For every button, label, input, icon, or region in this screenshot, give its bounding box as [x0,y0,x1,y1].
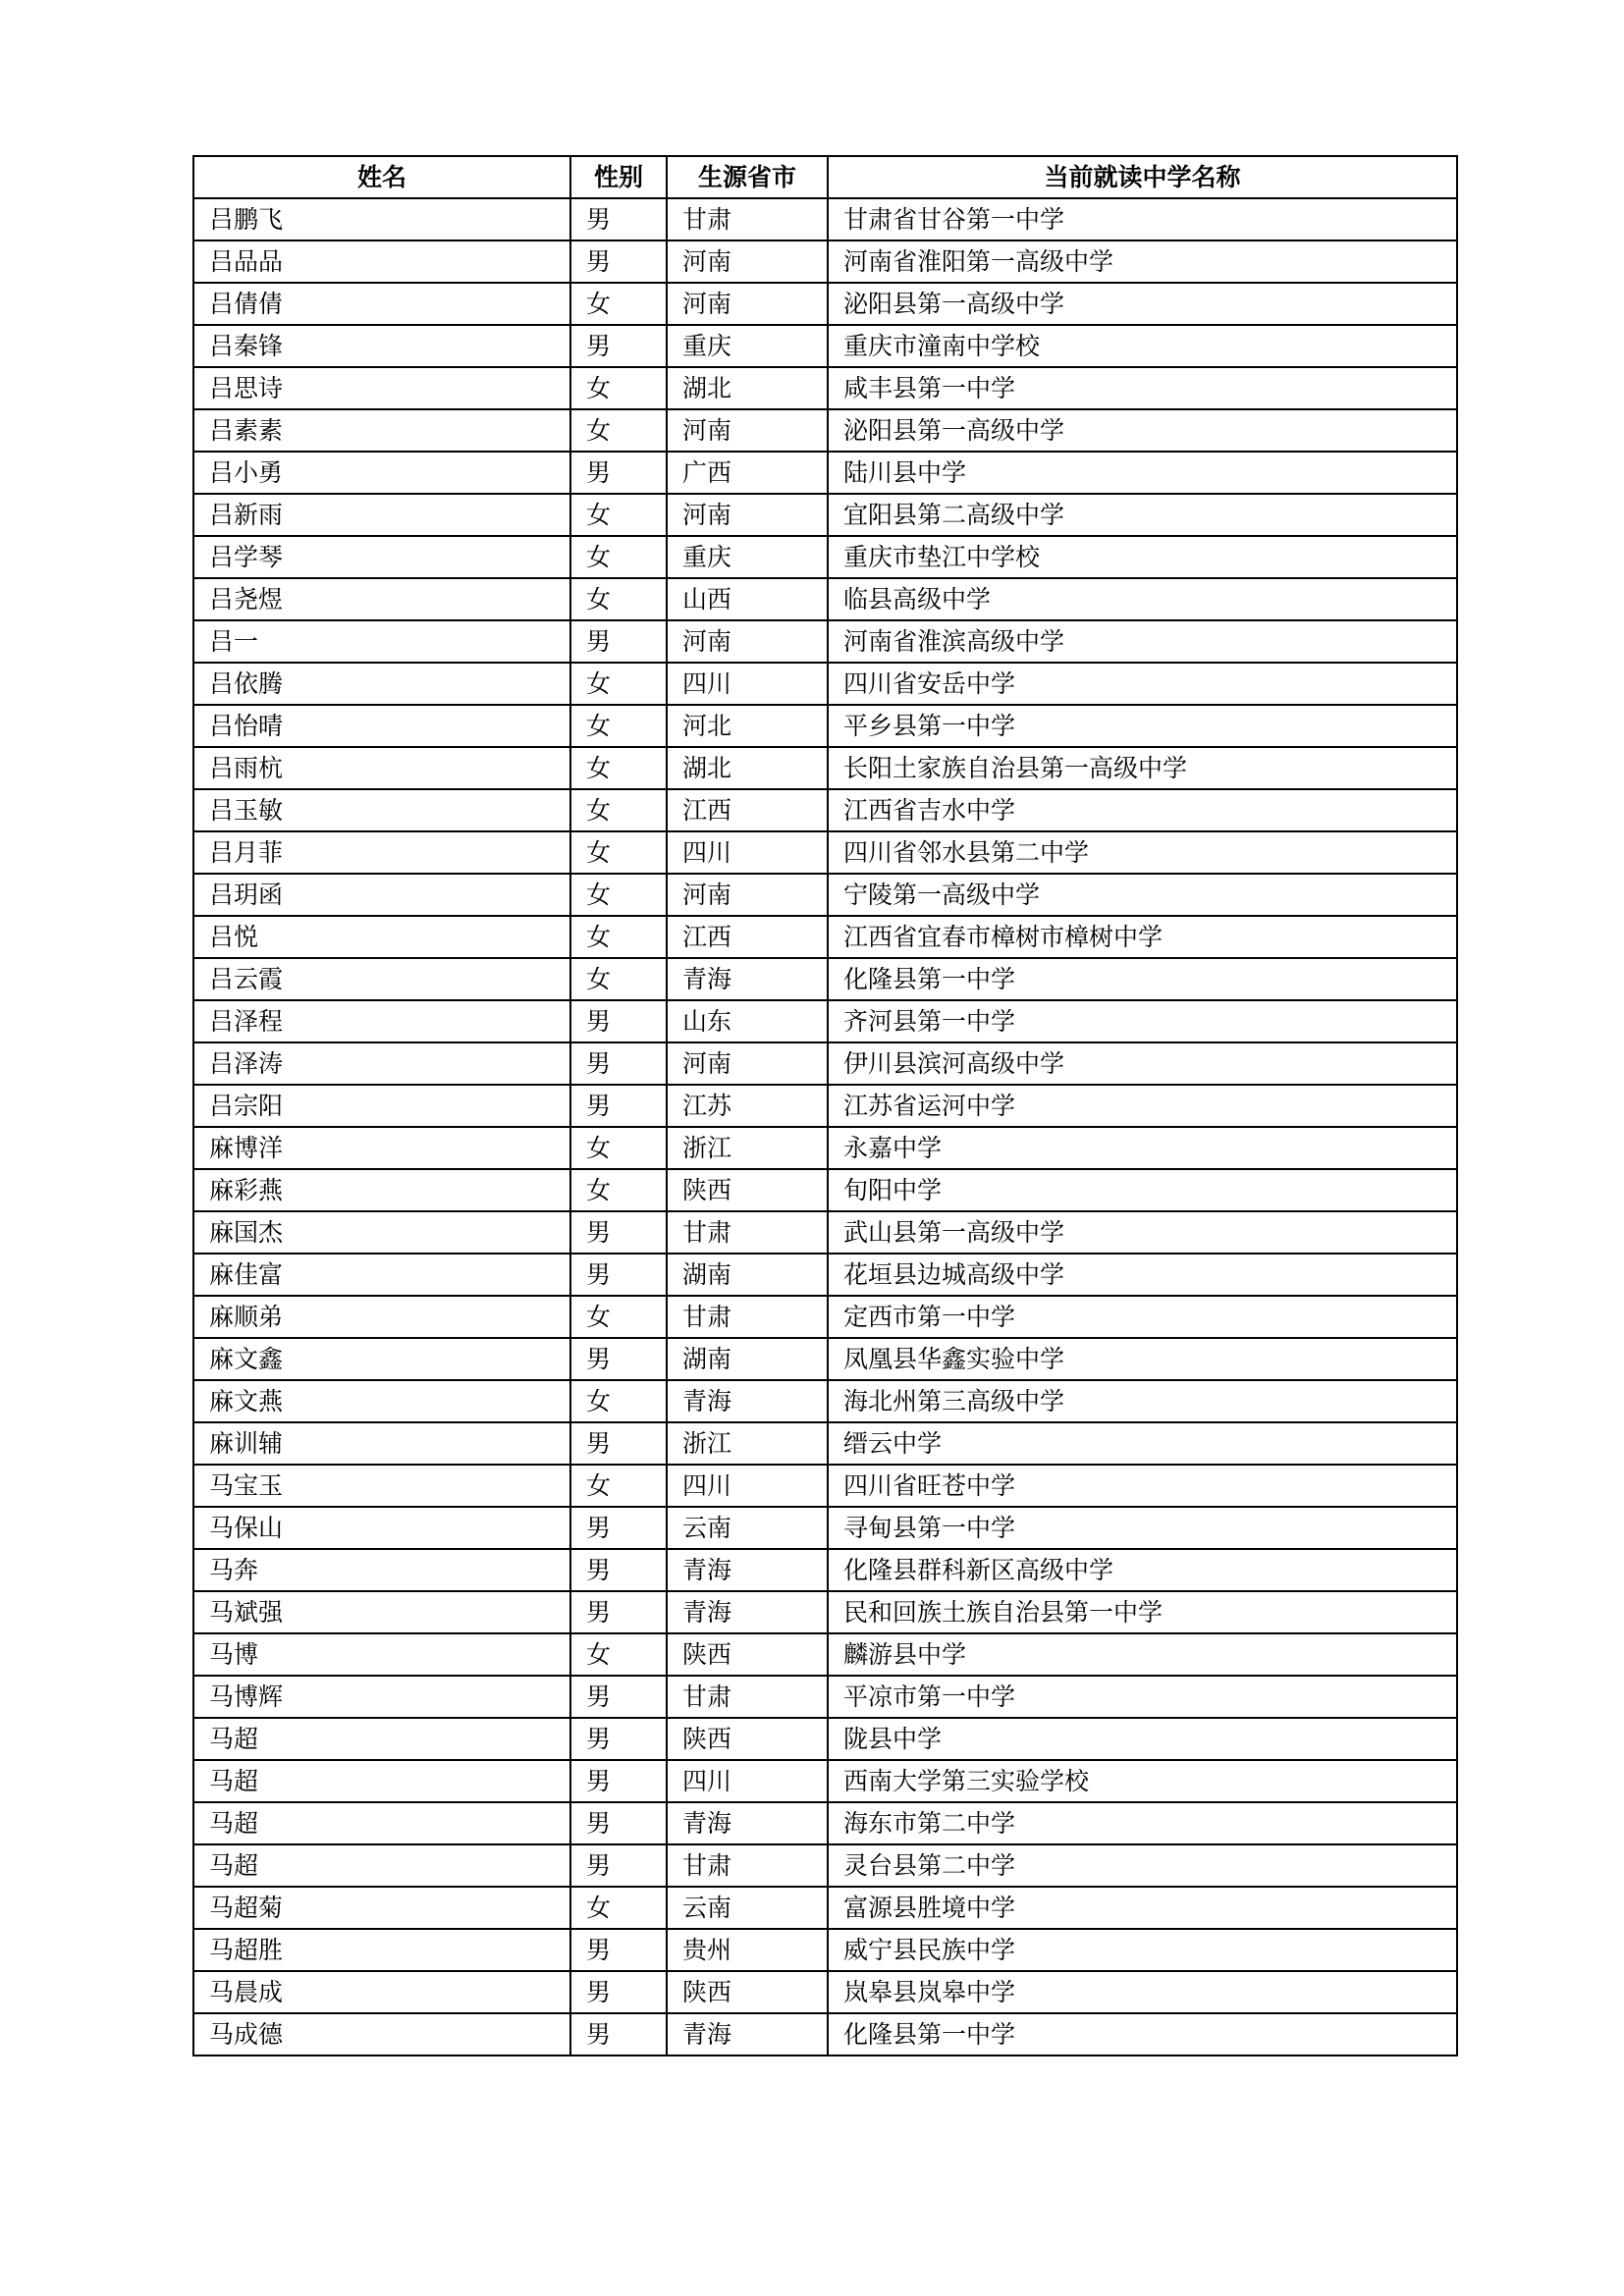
cell-province: 陕西 [667,1169,828,1211]
cell-name: 麻顺弟 [193,1296,570,1338]
cell-province: 青海 [667,2013,828,2056]
table-body [193,198,1457,2056]
cell-name: 吕鹏飞 [193,198,570,240]
cell-gender: 女 [570,916,667,958]
cell-province: 浙江 [667,1127,828,1169]
cell-school: 永嘉中学 [828,1127,1457,1169]
header-school: 当前就读中学名称 [828,156,1457,198]
cell-province: 青海 [667,1802,828,1844]
cell-name: 麻国杰 [193,1211,570,1254]
cell-name: 马成德 [193,2013,570,2056]
table-row [193,831,1457,874]
cell-gender: 女 [570,409,667,452]
cell-province: 甘肃 [667,1211,828,1254]
cell-province: 四川 [667,663,828,705]
cell-gender: 女 [570,1633,667,1676]
table-row [193,620,1457,663]
cell-province: 重庆 [667,325,828,367]
cell-name: 马超 [193,1760,570,1802]
cell-gender: 男 [570,240,667,283]
table-row [193,240,1457,283]
cell-school: 西南大学第三实验学校 [828,1760,1457,1802]
cell-gender: 女 [570,283,667,325]
cell-school: 江西省吉水中学 [828,789,1457,831]
cell-province: 贵州 [667,1929,828,1971]
table-row [193,1465,1457,1507]
cell-name: 马晨成 [193,1971,570,2013]
cell-school: 江西省宜春市樟树市樟树中学 [828,916,1457,958]
table-row [193,747,1457,789]
cell-province: 河南 [667,494,828,536]
table-row [193,1633,1457,1676]
cell-province: 云南 [667,1887,828,1929]
table-row [193,1676,1457,1718]
cell-gender: 男 [570,1000,667,1042]
cell-province: 陕西 [667,1718,828,1760]
cell-school: 泌阳县第一高级中学 [828,409,1457,452]
cell-name: 吕雨杭 [193,747,570,789]
table-row [193,1169,1457,1211]
cell-school: 四川省安岳中学 [828,663,1457,705]
cell-province: 浙江 [667,1422,828,1465]
cell-name: 吕月菲 [193,831,570,874]
table-row [193,1211,1457,1254]
cell-gender: 女 [570,1296,667,1338]
cell-school: 缙云中学 [828,1422,1457,1465]
cell-province: 青海 [667,1380,828,1422]
cell-gender: 女 [570,831,667,874]
cell-name: 吕倩倩 [193,283,570,325]
cell-school: 四川省旺苍中学 [828,1465,1457,1507]
cell-province: 陕西 [667,1633,828,1676]
cell-gender: 男 [570,1844,667,1887]
cell-gender: 女 [570,1169,667,1211]
cell-school: 海东市第二中学 [828,1802,1457,1844]
cell-province: 江苏 [667,1085,828,1127]
cell-name: 吕玉敏 [193,789,570,831]
cell-name: 吕素素 [193,409,570,452]
table-row [193,1549,1457,1591]
cell-name: 马超 [193,1844,570,1887]
cell-name: 马奔 [193,1549,570,1591]
table-row [193,874,1457,916]
cell-gender: 男 [570,1718,667,1760]
cell-province: 湖北 [667,747,828,789]
cell-school: 化隆县第一中学 [828,958,1457,1000]
cell-name: 吕品品 [193,240,570,283]
table-row [193,1380,1457,1422]
cell-school: 民和回族土族自治县第一中学 [828,1591,1457,1633]
table-row [193,916,1457,958]
table-row [193,1507,1457,1549]
cell-school: 宜阳县第二高级中学 [828,494,1457,536]
cell-school: 灵台县第二中学 [828,1844,1457,1887]
cell-school: 陆川县中学 [828,452,1457,494]
table-row [193,1591,1457,1633]
cell-gender: 男 [570,325,667,367]
cell-school: 旬阳中学 [828,1169,1457,1211]
cell-gender: 女 [570,536,667,578]
cell-school: 化隆县第一中学 [828,2013,1457,2056]
cell-name: 马宝玉 [193,1465,570,1507]
table-row [193,958,1457,1000]
cell-gender: 男 [570,198,667,240]
cell-province: 甘肃 [667,1676,828,1718]
table-row [193,1127,1457,1169]
table-row [193,1929,1457,1971]
cell-school: 海北州第三高级中学 [828,1380,1457,1422]
cell-school: 齐河县第一中学 [828,1000,1457,1042]
cell-name: 吕泽涛 [193,1042,570,1085]
cell-school: 平乡县第一中学 [828,705,1457,747]
cell-school: 宁陵第一高级中学 [828,874,1457,916]
cell-name: 马超 [193,1718,570,1760]
cell-school: 化隆县群科新区高级中学 [828,1549,1457,1591]
cell-school: 泌阳县第一高级中学 [828,283,1457,325]
table-row [193,452,1457,494]
cell-gender: 男 [570,452,667,494]
cell-province: 湖北 [667,367,828,409]
cell-gender: 女 [570,367,667,409]
cell-gender: 男 [570,1676,667,1718]
cell-name: 麻文燕 [193,1380,570,1422]
table-row [193,536,1457,578]
cell-gender: 男 [570,1549,667,1591]
cell-gender: 男 [570,1591,667,1633]
cell-name: 吕泽程 [193,1000,570,1042]
cell-province: 甘肃 [667,1296,828,1338]
cell-school: 富源县胜境中学 [828,1887,1457,1929]
cell-school: 定西市第一中学 [828,1296,1457,1338]
cell-gender: 男 [570,1338,667,1380]
student-roster-table [192,155,1458,2056]
table-row [193,1000,1457,1042]
cell-gender: 男 [570,1929,667,1971]
table-row [193,325,1457,367]
cell-gender: 男 [570,2013,667,2056]
cell-province: 河南 [667,409,828,452]
table-row [193,789,1457,831]
cell-gender: 女 [570,705,667,747]
cell-name: 麻博洋 [193,1127,570,1169]
table-row [193,578,1457,620]
cell-province: 青海 [667,1591,828,1633]
cell-province: 山西 [667,578,828,620]
cell-school: 武山县第一高级中学 [828,1211,1457,1254]
cell-gender: 男 [570,1042,667,1085]
table-row [193,1338,1457,1380]
cell-gender: 女 [570,1887,667,1929]
cell-name: 吕学琴 [193,536,570,578]
table-row [193,494,1457,536]
cell-name: 吕思诗 [193,367,570,409]
cell-province: 青海 [667,958,828,1000]
table-row [193,2013,1457,2056]
cell-name: 马博 [193,1633,570,1676]
cell-gender: 女 [570,1127,667,1169]
table-row [193,1085,1457,1127]
table-row [193,1760,1457,1802]
header-row [193,156,1457,198]
cell-province: 河南 [667,620,828,663]
cell-gender: 女 [570,1380,667,1422]
cell-school: 甘肃省甘谷第一中学 [828,198,1457,240]
cell-gender: 女 [570,494,667,536]
table-row [193,1887,1457,1929]
cell-gender: 男 [570,1085,667,1127]
cell-gender: 男 [570,1211,667,1254]
cell-gender: 女 [570,958,667,1000]
cell-school: 四川省邻水县第二中学 [828,831,1457,874]
cell-school: 临县高级中学 [828,578,1457,620]
cell-gender: 男 [570,620,667,663]
cell-school: 岚皋县岚皋中学 [828,1971,1457,2013]
cell-gender: 女 [570,874,667,916]
cell-name: 吕怡晴 [193,705,570,747]
cell-school: 伊川县滨河高级中学 [828,1042,1457,1085]
cell-province: 山东 [667,1000,828,1042]
cell-name: 吕一 [193,620,570,663]
cell-school: 咸丰县第一中学 [828,367,1457,409]
table-row [193,1802,1457,1844]
table-row [193,705,1457,747]
cell-school: 寻甸县第一中学 [828,1507,1457,1549]
cell-name: 吕新雨 [193,494,570,536]
cell-province: 四川 [667,1465,828,1507]
cell-province: 江西 [667,789,828,831]
cell-province: 云南 [667,1507,828,1549]
cell-gender: 男 [570,1422,667,1465]
table-row [193,367,1457,409]
cell-name: 麻训辅 [193,1422,570,1465]
cell-name: 马保山 [193,1507,570,1549]
cell-name: 麻文鑫 [193,1338,570,1380]
table-row [193,409,1457,452]
cell-name: 麻佳富 [193,1254,570,1296]
cell-school: 长阳土家族自治县第一高级中学 [828,747,1457,789]
cell-school: 凤凰县华鑫实验中学 [828,1338,1457,1380]
table-row [193,1971,1457,2013]
cell-province: 江西 [667,916,828,958]
table-row [193,1718,1457,1760]
table-row [193,1844,1457,1887]
cell-province: 湖南 [667,1338,828,1380]
cell-province: 广西 [667,452,828,494]
cell-gender: 女 [570,1465,667,1507]
table-row [193,663,1457,705]
cell-name: 吕宗阳 [193,1085,570,1127]
cell-gender: 男 [570,1760,667,1802]
cell-school: 江苏省运河中学 [828,1085,1457,1127]
cell-gender: 男 [570,1802,667,1844]
cell-school: 陇县中学 [828,1718,1457,1760]
table-row [193,283,1457,325]
cell-name: 马斌强 [193,1591,570,1633]
header-province: 生源省市 [667,156,828,198]
cell-name: 吕依腾 [193,663,570,705]
header-gender: 性别 [570,156,667,198]
cell-province: 重庆 [667,536,828,578]
cell-school: 花垣县边城高级中学 [828,1254,1457,1296]
cell-province: 甘肃 [667,198,828,240]
cell-name: 吕小勇 [193,452,570,494]
cell-province: 湖南 [667,1254,828,1296]
cell-province: 陕西 [667,1971,828,2013]
cell-gender: 女 [570,789,667,831]
cell-school: 平凉市第一中学 [828,1676,1457,1718]
cell-school: 威宁县民族中学 [828,1929,1457,1971]
cell-gender: 男 [570,1254,667,1296]
cell-gender: 男 [570,1971,667,2013]
cell-name: 马超 [193,1802,570,1844]
cell-province: 河南 [667,283,828,325]
cell-province: 河南 [667,874,828,916]
cell-name: 吕云霞 [193,958,570,1000]
cell-school: 重庆市垫江中学校 [828,536,1457,578]
cell-name: 马超胜 [193,1929,570,1971]
cell-name: 吕悦 [193,916,570,958]
cell-name: 马超菊 [193,1887,570,1929]
cell-gender: 女 [570,747,667,789]
table-row [193,1422,1457,1465]
cell-name: 麻彩燕 [193,1169,570,1211]
cell-gender: 女 [570,663,667,705]
cell-province: 河南 [667,240,828,283]
cell-name: 吕玥函 [193,874,570,916]
header-name: 姓名 [193,156,570,198]
cell-school: 重庆市潼南中学校 [828,325,1457,367]
cell-province: 四川 [667,831,828,874]
cell-gender: 女 [570,578,667,620]
cell-school: 河南省淮滨高级中学 [828,620,1457,663]
cell-name: 吕秦锋 [193,325,570,367]
cell-province: 甘肃 [667,1844,828,1887]
cell-name: 吕尧煜 [193,578,570,620]
cell-province: 四川 [667,1760,828,1802]
table-row [193,198,1457,240]
cell-province: 河北 [667,705,828,747]
cell-gender: 男 [570,1507,667,1549]
cell-school: 河南省淮阳第一高级中学 [828,240,1457,283]
table-row [193,1042,1457,1085]
cell-province: 河南 [667,1042,828,1085]
table-row [193,1296,1457,1338]
table-row [193,1254,1457,1296]
cell-province: 青海 [667,1549,828,1591]
cell-school: 麟游县中学 [828,1633,1457,1676]
cell-name: 马博辉 [193,1676,570,1718]
